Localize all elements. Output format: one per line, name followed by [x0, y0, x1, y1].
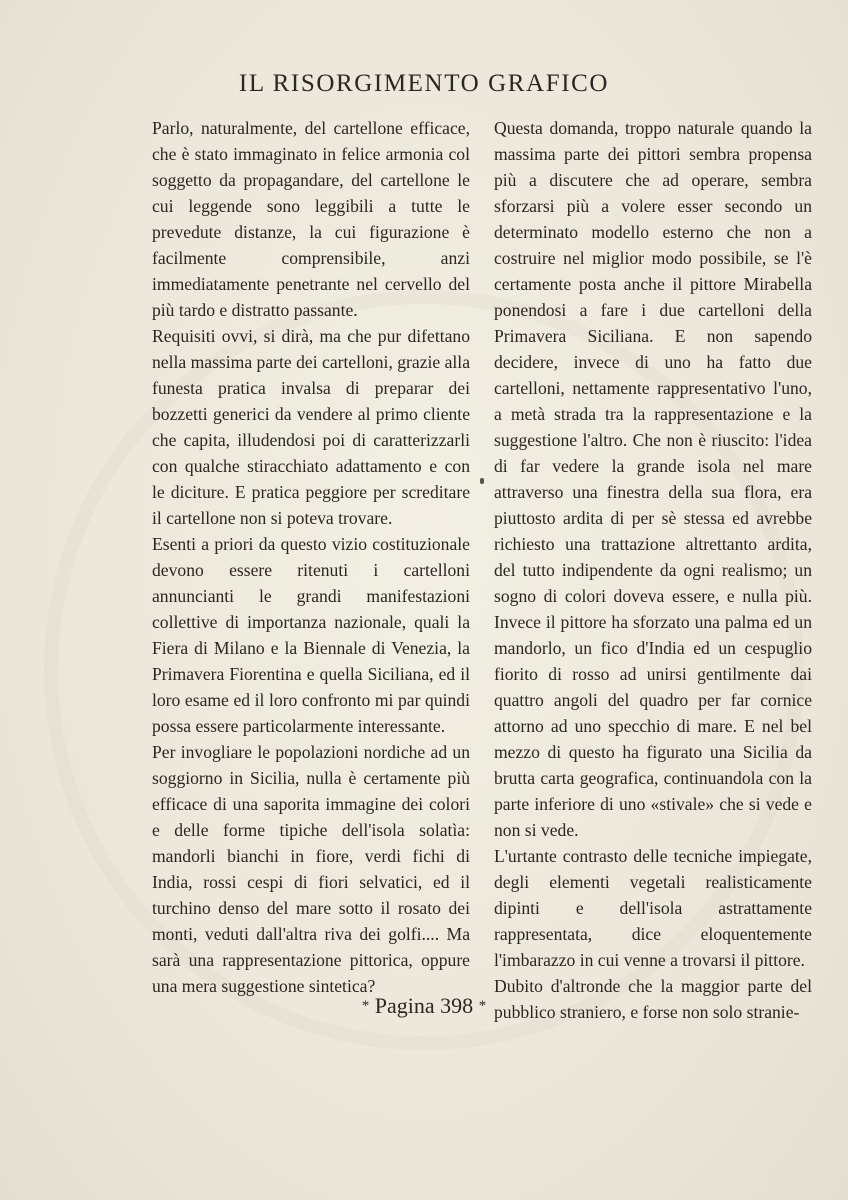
page-folio — [0, 993, 848, 1019]
paragraph: Esenti a priori da questo vizio costituzionale devono essere ritenuti i cartelloni annuncianti le grandi manifestazioni collettive di importanza nazionale, quali la Fiera di Milano e la Biennale di Venezia, la Primavera Fiorentina e quella Siciliana, ed il loro esame ed il loro confronto mi par quindi possa essere particolarmente interessante. — [152, 534, 470, 736]
margin-mark — [480, 478, 484, 484]
folio-ornament-left: * — [361, 998, 370, 1014]
paragraph: L'urtante contrasto delle tecniche impiegate, degli elementi vegetali realisticamente dipinti e dell'isola astrattamente rappresentata, dice eloquentemente l'imbarazzo in cui venne a trovarsi il pittore. — [494, 846, 812, 970]
left-column — [152, 115, 470, 999]
folio-ornament-right: * — [478, 998, 487, 1014]
right-column — [494, 115, 812, 1025]
page-number: Pagina 398 — [374, 993, 474, 1018]
paragraph: Questa domanda, troppo naturale quando la massima parte dei pittori sembra propensa più a discutere che ad operare, sembra sforzarsi più a volere esser secondo un determinato modello esterno che non a costruire nel miglior modo possibile, se l'è certamente posta anche il pittore Mirabella ponendosi a fare i due cartelloni della Primavera Siciliana. E non sapendo decidere, invece di uno ha fatto due cartelloni, nettamente rappresentativo l'uno, a metà strada tra la rappresentazione e la suggestione l'altro. Che non è riuscito: l'idea di far vedere la grande isola nel mare attraverso una finestra della sua flora, era piuttosto ardita di per sè stessa ed avrebbe richiesto una trattazione altrettanto ardita, del tutto indipendente da ogni realismo; un sogno di colori doveva essere, e nulla più. Invece il pittore ha sforzato una palma ed un mandorlo, un fico d'India ed un cespuglio fiorito di rosso ad unirsi gentilmente dai quattro angoli del quadro per far cornice attorno ad uno specchio di mare. E nel bel mezzo di questo ha figurato una Sicilia da brutta carta geografica, continuandola con la parte inferiore di uno «stivale» che si vede e non si vede. — [494, 118, 812, 840]
paragraph: Per invogliare le popolazioni nordiche ad un soggiorno in Sicilia, nulla è certamente più efficace di una saporita immagine dei colori e delle forme tipiche dell'isola solatìa: mandorli bianchi in fiore, verdi fichi di India, rossi cespi di fiori selvatici, ed il turchino denso del mare sotto il rosato dei monti, veduti dall'altra riva dei golfi.... Ma sarà una rappresentazione pittorica, oppure una mera suggestione sintetica? — [152, 742, 470, 996]
paragraph: Requisiti ovvi, si dirà, ma che pur difettano nella massima parte dei cartelloni, grazie alla funesta pratica invalsa di preparar dei bozzetti generici da vendere al primo cliente che capita, illudendosi poi di caratterizzarli con qualche stiracchiato adattamento e con le diciture. E pratica peggiore per screditare il cartellone non si poteva trovare. — [152, 326, 471, 528]
paragraph: Parlo, naturalmente, del cartellone efficace, che è stato immaginato in felice armonia col soggetto da propagandare, del cartellone le cui leggende sono leggibili a tutte le prevedute distanze, la cui figurazione è facilmente comprensibile, anzi immediatamente penetrante nel cervello del più tardo e distratto passante. — [152, 118, 470, 320]
running-head: IL RISORGIMENTO GRAFICO — [238, 70, 610, 97]
paragraph: Dubito d'altronde che la maggior parte del pubblico straniero, e forse non solo stranie- — [494, 976, 812, 1022]
